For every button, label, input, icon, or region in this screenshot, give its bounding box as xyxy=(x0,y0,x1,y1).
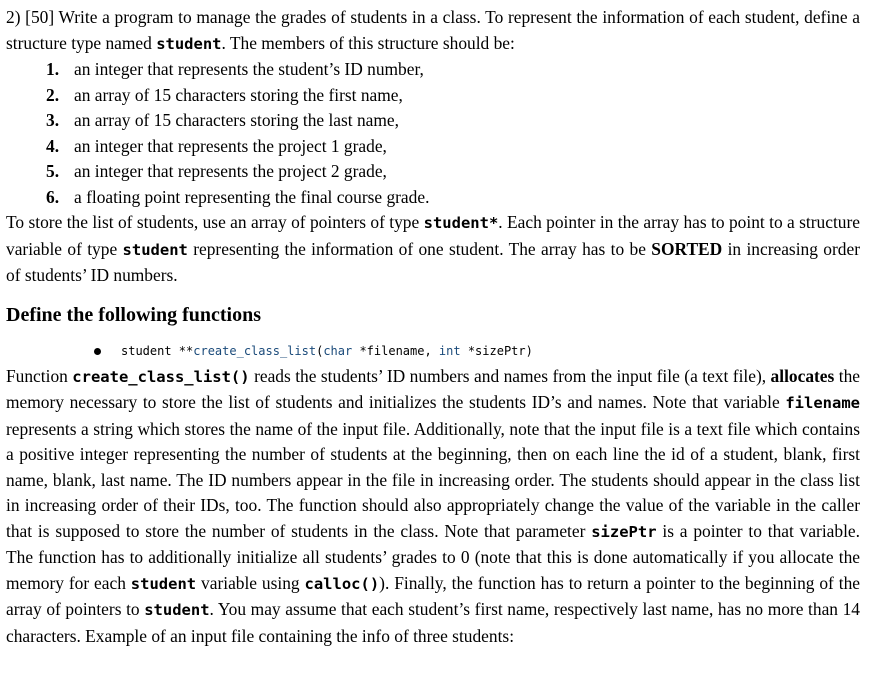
list-item-number: 3. xyxy=(46,110,60,130)
student-code: student xyxy=(130,574,197,593)
allocates-emphasis: allocates xyxy=(770,365,835,386)
list-item-number: 4. xyxy=(46,135,60,156)
intro-text: 2) [50] Write a program to manage the grades of students in a class. To represent the information of each student, define a structure type named xyxy=(6,7,860,53)
signature-param: *sizePtr) xyxy=(460,343,533,358)
list-item xyxy=(46,57,860,83)
signature-keyword-char: char xyxy=(323,343,353,358)
signature-param: *filename, xyxy=(352,343,439,358)
list-item xyxy=(46,159,860,185)
list-item xyxy=(46,83,860,109)
signature-paren: ( xyxy=(316,343,324,358)
calloc-code: calloc() xyxy=(304,574,380,593)
structure-members-list xyxy=(6,57,860,210)
storage-text: representing the information of one student. The array has to be xyxy=(187,238,652,259)
storage-text: . Each pointer in the array has to point to a structure variable of type xyxy=(6,212,860,259)
description-text: reads the students’ ID numbers and names from the input file (a text file), xyxy=(249,365,771,386)
list-item-text: an array of 15 characters storing the last name, xyxy=(74,110,399,130)
function-signature xyxy=(121,339,533,365)
list-item-text: an array of 15 characters storing the first name, xyxy=(74,84,403,105)
list-item-number: 2. xyxy=(46,84,60,105)
storage-text: To store the list of students, use an array of pointers of type xyxy=(6,212,424,232)
list-item-text: an integer that represents the project 1 grade, xyxy=(74,135,387,156)
list-item-text: an integer that represents the student’s ID number, xyxy=(74,59,424,79)
function-signature-item xyxy=(6,342,860,362)
description-text: ). Finally, the function has to return a pointer to the beginning of the array of pointers to xyxy=(6,572,860,619)
bullet-icon xyxy=(94,348,101,355)
intro-text-end: . The members of this structure should be: xyxy=(221,32,515,53)
signature-function-name: create_class_list xyxy=(193,343,317,358)
signature-return-type: student ** xyxy=(121,343,194,358)
description-text: represents a string which stores the name of the input file. Additionally, note that the input file is a text file which contains a positive integer representing the number of students at the beginning, then on each line the id of a student, blank, first name, blank, last name. The ID numbers appear in the file in increasing order. The students should appear in the class list in increasing order of their IDs, too. The function should also appropriately change the value of the variable in the caller that is supposed to store the number of students in the class. Note that parameter xyxy=(6,418,860,541)
list-item-number: 5. xyxy=(46,161,60,181)
description-text: Function xyxy=(6,365,73,386)
description-text: variable using xyxy=(196,572,305,593)
struct-type-code: student xyxy=(122,240,188,259)
list-item-text: a floating point representing the final course grade. xyxy=(74,186,430,207)
description-text: is a pointer to that variable. The function has to additionally initialize all students’ grades to 0 (note that this is done automatically if you allocate the memory for each xyxy=(6,520,860,593)
function-name-code: create_class_list() xyxy=(72,367,250,386)
list-item xyxy=(46,134,860,160)
pointer-type-code: student* xyxy=(423,214,499,232)
intro-paragraph xyxy=(6,5,860,57)
list-item xyxy=(46,108,860,134)
section-heading: Define the following functions xyxy=(6,303,261,326)
sizeptr-code: sizePtr xyxy=(591,522,657,541)
storage-paragraph xyxy=(6,210,860,289)
filename-code: filename xyxy=(785,394,860,412)
description-text: . You may assume that each student’s first name, respectively last name, has no more than 14 characters. Example of an input file containing the info of three students: xyxy=(6,599,860,646)
student-code: student xyxy=(144,601,210,619)
list-item-text: an integer that represents the project 2 grade, xyxy=(74,161,387,181)
function-description xyxy=(6,364,860,650)
storage-text: in increasing order of students’ ID numbers. xyxy=(6,238,860,285)
sorted-emphasis: SORTED xyxy=(651,238,723,259)
signature-keyword-int: int xyxy=(438,343,461,358)
description-text: the memory necessary to store the list of students and initializes the students ID’s and names. Note that variable xyxy=(6,365,860,412)
list-item-number: 1. xyxy=(46,59,60,79)
list-item xyxy=(46,185,860,211)
list-item-number: 6. xyxy=(46,186,60,207)
struct-name-code: student xyxy=(156,34,222,53)
